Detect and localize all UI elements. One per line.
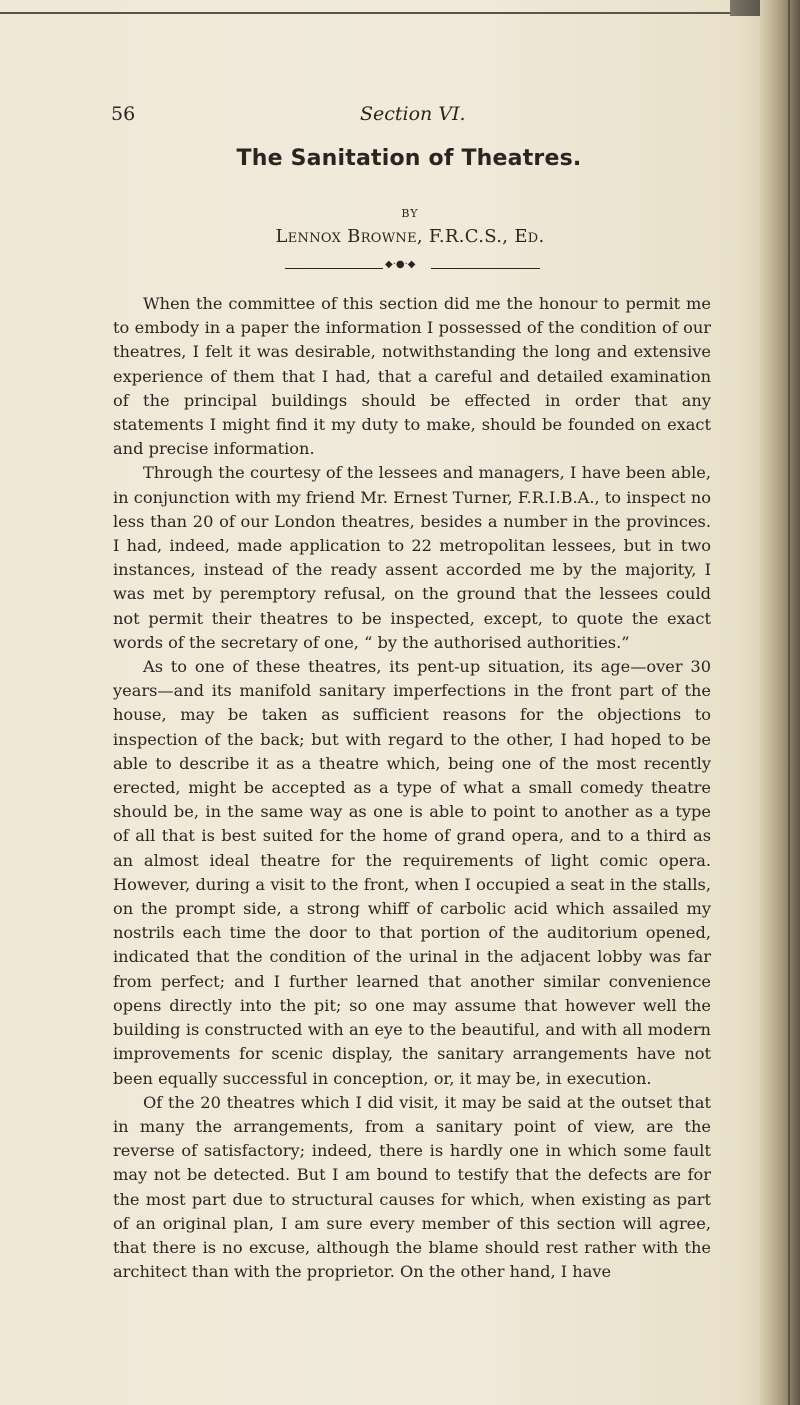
divider-ornament-icon: ◆·●·◆ [385,259,416,270]
divider-rule-left [285,268,383,269]
ornamental-divider [285,259,540,276]
top-border-rule [0,12,760,14]
paragraph-3: As to one of these theatres, its pent-up situation, its age—over 30 years—and its manifold sanitary imperfections in the front part of the house, may be taken as sufficient reasons for the objections to inspection of the back; but with regard to the other, I had hoped to be able to describe it as a theatre which, being one of the most recently erected, might be accepted as a type of what a small comedy theatre should be, in the same way as one is able to point to another as a type of all that is best suited for the home of grand opera, and to a third as an almost ideal theatre for the requirements of light comic opera. However, during a visit to the front, when I occupied a seat in the stalls, on the prompt side, a strong whiff of carbolic acid which assailed my nostrils each time the door to that portion of the auditorium opened, indicated that the condition of the urinal in the adjacent lobby was far from perfect; and I further learned that another similar convenience opens directly into the pit; so one may assume that however well the building is constructed with an eye to the beautiful, and with all modern improvements for scenic display, the sanitary arrangements have not been equally successful in conception, or, it may be, in execution. [113,657,711,1088]
author-name: Lennox Browne, F.R.C.S., Ed. [275,226,545,247]
article-title: The Sanitation of Theatres. [236,146,582,171]
page-number: 56 [111,103,136,125]
article-body [113,292,711,1284]
byline: BY [401,207,419,220]
paragraph-4: Of the 20 theatres which I did visit, it may be said at the outset that in many the arrangements, from a sanitary point of view, are the reverse of satisfactory; indeed, there is hardly one in which some fault may not be detected. But I am bound to testify that the defects are for the most part due to structural causes for which, when existing as part of an original plan, I am sure every member of this section will agree, that there is no excuse, although the blame should rest rather with the architect than with the proprietor. On the other hand, I have [113,1092,711,1282]
paragraph-2: Through the courtesy of the lessees and managers, I have been able, in conjunction with my friend Mr. Ernest Turner, F.R.I.B.A., to inspect no less than 20 of our London theatres, besides a number in the provinces. I had, indeed, made application to 22 metropolitan lessees, but in two instances, instead of the ready assent accorded me by the majority, I was met by peremptory refusal, on the ground that the lessees could not permit their theatres to be inspected, except, to quote the exact words of the secretary of one, “ by the authorised authorities.” [113,463,711,652]
divider-rule-right [431,268,540,269]
running-head: Section VI. [360,103,466,125]
paragraph-1: When the committee of this section did me the honour to permit me to embody in a paper the information I possessed of the condition of our theatres, I felt it was desirable, notwithstanding the long and extensive experience of them that I had, that a careful and detailed examination of the principal buildings should be effected in order that any statements I might find it my duty to make, should be founded on exact and precise information. [113,294,711,459]
